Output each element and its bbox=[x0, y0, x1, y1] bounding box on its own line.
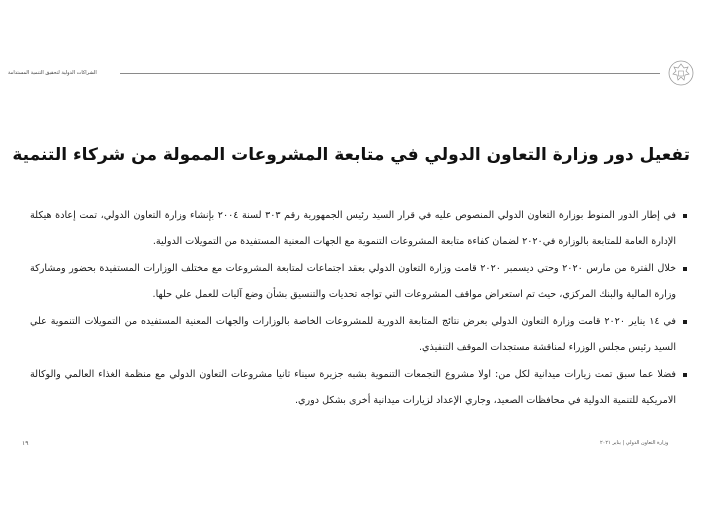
bullet-list bbox=[30, 203, 688, 415]
slide-title: تفعيل دور وزارة التعاون الدولي في متابعة المشروعات الممولة من شركاء التنمية bbox=[12, 145, 690, 165]
egypt-emblem-icon bbox=[668, 59, 694, 87]
header-caption: الشراكات الدولية لتحقيق التنمية المستدامة bbox=[8, 70, 97, 76]
header-divider bbox=[120, 73, 660, 74]
top-bar bbox=[0, 56, 720, 96]
page-number: ١٩ bbox=[22, 440, 29, 447]
bullet-item: خلال الفترة من مارس ٢٠٢٠ وحتي ديسمبر ٢٠٢٠ قامت وزارة التعاون الدولي بعقد اجتماعات لمتابعة المشروعات مع مختلف الوزارات المستفيدة بحضور ومشاركة وزارة المالية والبنك المركزي، حيث تم استعراض مواقف المشروعات التي تواجه تحديات والتنسيق بشأن وضع آليات للعمل علي حلها. bbox=[30, 256, 688, 308]
bullet-item: في ١٤ يناير ٢٠٢٠ قامت وزارة التعاون الدولي بعرض نتائج المتابعة الدورية للمشروعات الخاصة بالوزارات والجهات المعنية المستفيده من التمويلات التنموية علي السيد رئيس مجلس الوزراء لمناقشة مستجدات الموقف التنفيذي. bbox=[30, 309, 688, 361]
footer-text: وزارة التعاون الدولي | يناير ٢٠٢١ bbox=[600, 440, 669, 446]
bullet-item: في إطار الدور المنوط بوزارة التعاون الدولي المنصوص عليه في قرار السيد رئيس الجمهورية رقم ٣٠٣ لسنة ٢٠٠٤ بإنشاء وزارة التعاون الدولي، تمت إعادة هيكلة الإدارة العامة للمتابعة بالوزارة في٢٠٢٠ لضمان كفاءة متابعة المشروعات التنموية مع الجهات المعنية المستفيدة من التمويلات الدولية. bbox=[30, 203, 688, 255]
bullet-item: فضلا عما سبق تمت زيارات ميدانية لكل من: اولا مشروع التجمعات التنموية بشبه جزيرة سيناء ثانيا مشروعات التعاون الدولي مع منظمة الغذاء العالمي والوكالة الامريكية للتنمية الدولية في محافظات الصعيد، وجاري الإعداد لزيارات ميدانية أخرى بشكل دوري. bbox=[30, 362, 688, 414]
